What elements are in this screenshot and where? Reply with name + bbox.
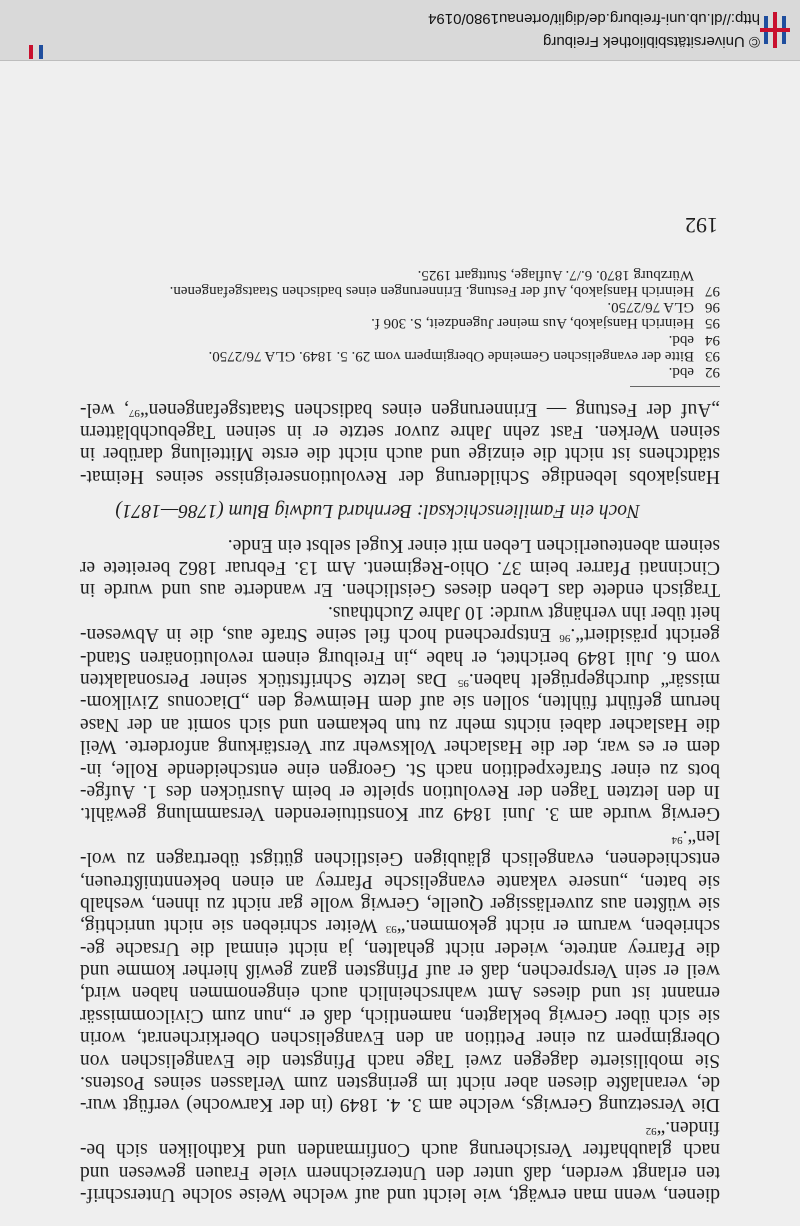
- footnote-ref: 95: [457, 677, 469, 690]
- text-line: finden.“$^{92}$: [645, 1116, 720, 1138]
- text-line: heit über ihn verhängt wurde: 10 Jahre Zuchthaus.: [327, 601, 720, 623]
- footnote: 92ebd.: [668, 364, 720, 381]
- logo-fragment-icon: [25, 45, 45, 59]
- text-line: ernannt ist und dieses Amt wahrscheinlich auch eingenommen haben wird,: [80, 982, 720, 1004]
- text-line: bots zu einer Strafexpedition nach St. Georgen eine entscheidende Rolle, in-: [80, 758, 720, 780]
- text-line: Die Versetzung Gerwigs, welche am 3. 4. 1849 (in der Karwoche) verfügt wur-: [80, 1094, 720, 1116]
- text-line: In den letzten Tagen der Revolution spielte er beim Ausrücken des 1. Aufge-: [80, 780, 720, 802]
- text-line: entschiedenen, evangelisch gläubigen Geistlichen gütigst übertragen zu wol-: [80, 848, 720, 870]
- text-line: Gerwig wurde am 3. Juni 1849 zur Konstituierenden Versammlung gewählt.: [80, 803, 720, 825]
- text-line: gericht präsidiert“.$^{96}$ Entsprechend hoch fiel seine Strafe aus, die in Abwesen-: [79, 624, 720, 646]
- text-line: missär“ durchgeprügelt haben.$^{95}$ Das letzte Schriftstück seiner Personalakten: [80, 669, 720, 691]
- footnote: 97Heinrich Hansjakob, Auf der Festung. Erinnerungen eines badischen Staatsgefangenen.: [169, 282, 720, 299]
- text-line: dienen, wenn man erwägt, wie leicht und auf welche Weise solche Unterschrif-: [80, 1184, 720, 1205]
- text-line: Sie mobilisierte dagegen zwei Tage nach Pfingsten die Evangelischen von: [80, 1049, 720, 1071]
- text-line: weil er sein Versprechen, daß er auf Pfingsten ganz gewiß hierher komme und: [80, 960, 720, 982]
- text-line: vom 6. Juli 1849 berichtet, er habe „in Freiburg einem revolutionären Stand-: [80, 646, 720, 668]
- footnote: 93Bitte der evangelischen Gemeinde Obergimpern vom 29. 5. 1849. GLA 76/2750.: [208, 348, 720, 365]
- footnote: 94ebd.: [668, 331, 720, 348]
- source-url-link[interactable]: http://dl.ub.uni-freiburg.de/diglit/ortenau1980/0194: [428, 10, 760, 27]
- footnote-continuation: Würzburg 1870. 6./7. Auflage, Stuttgart 1925.: [417, 266, 694, 283]
- scanned-page: [0, 61, 800, 1226]
- text-line: „Auf der Festung — Erinnerungen eines badischen Staatsgefangenen“$^{97}$, wel-: [80, 398, 720, 420]
- footnote: 96GLA 76/2750.: [607, 299, 720, 316]
- text-line: dem er es war, der die Haslacher Volkswehr zur Verstärkung anforderte. Weil: [80, 736, 720, 758]
- text-line: nach glaubhafter Versicherung auch Confirmanden und Katholiken sich be-: [80, 1139, 720, 1161]
- section-heading: Noch ein Familienschicksal: Bernhard Ludwig Blum (1786—1871): [115, 500, 640, 522]
- footnote-ref: 92: [645, 1124, 657, 1137]
- digitization-strip: [0, 0, 800, 61]
- text-line: len“.$^{94}$: [671, 825, 720, 847]
- text-line: Cincinnati Pfarrer beim 37. Ohio-Regiment. Am 13. Februar 1862 bereitete er: [80, 557, 720, 579]
- page-number: 192: [685, 213, 718, 239]
- page-text: [80, 212, 720, 1205]
- footnote-ref: 97: [128, 406, 140, 419]
- text-line: seinem abenteuerlichen Leben mit einer Kugel selbst ein Ende.: [227, 534, 720, 556]
- text-line: sie baten, „unsere vakante evangelische Pfarrey an einen bekenntnißtreuen,: [80, 870, 720, 892]
- footnote-rule: [630, 386, 720, 387]
- text-line: de, veranlaßte diesen aber nicht im geringsten zum Verlassen seines Postens.: [80, 1072, 720, 1094]
- text-line: seinen Werken. Fast zehn Jahre zuvor setzte er in seinen Tagebuchblättern: [80, 421, 720, 443]
- text-line: städtchens ist nicht die einzige und auch nicht die erste Mitteilung darüber in: [80, 443, 720, 465]
- ub-freiburg-logo-icon: [760, 10, 790, 50]
- copyright-notice: © Universitätsbibliothek Freiburg: [543, 33, 760, 50]
- text-line: Tragisch endete das Leben dieses Geistlichen. Er wanderte aus und wurde in: [80, 579, 720, 601]
- text-line: die Haslacher dabei nichts mehr zu tun bekamen und sich somit an der Nase: [80, 713, 720, 735]
- text-line: die Pfarrey antrete, wieder nicht gehalten, ja nicht einmal die Ursache ge-: [80, 937, 720, 959]
- text-line: sie sich über Gerwig beklagten, namentlich, daß er „nun zum Civilcommissär: [80, 1004, 720, 1026]
- text-line: herum geführt fühlten, sollen sie auf dem Heimweg den „Diaconus Zivilkom-: [80, 691, 720, 713]
- text-line: Hansjakobs lebendige Schilderung der Revolutionsereignisse seines Heimat-: [80, 465, 720, 487]
- footnote: 95Heinrich Hansjakob, Aus meiner Jugendzeit, S. 306 f.: [371, 315, 720, 332]
- footnote-ref: 93: [385, 923, 397, 936]
- text-line: schrieben, warum er nicht gekommen.“$^{93}$ Weiter schrieben sie nicht unrichtig,: [80, 915, 720, 937]
- text-line: Obergimpern zu einer Petition an den Evangelischen Oberkirchenrat, worin: [80, 1027, 720, 1049]
- footnote-ref: 94: [671, 833, 683, 846]
- text-line: ten erlangt werden, daß unter den Unterzeichnern viele Frauen gewesen und: [80, 1161, 720, 1183]
- footnote-ref: 96: [559, 632, 571, 645]
- text-line: sie wüßten aus zuverlässiger Quelle, Gerwig wolle gar nicht zu ihnen, weshalb: [80, 892, 720, 914]
